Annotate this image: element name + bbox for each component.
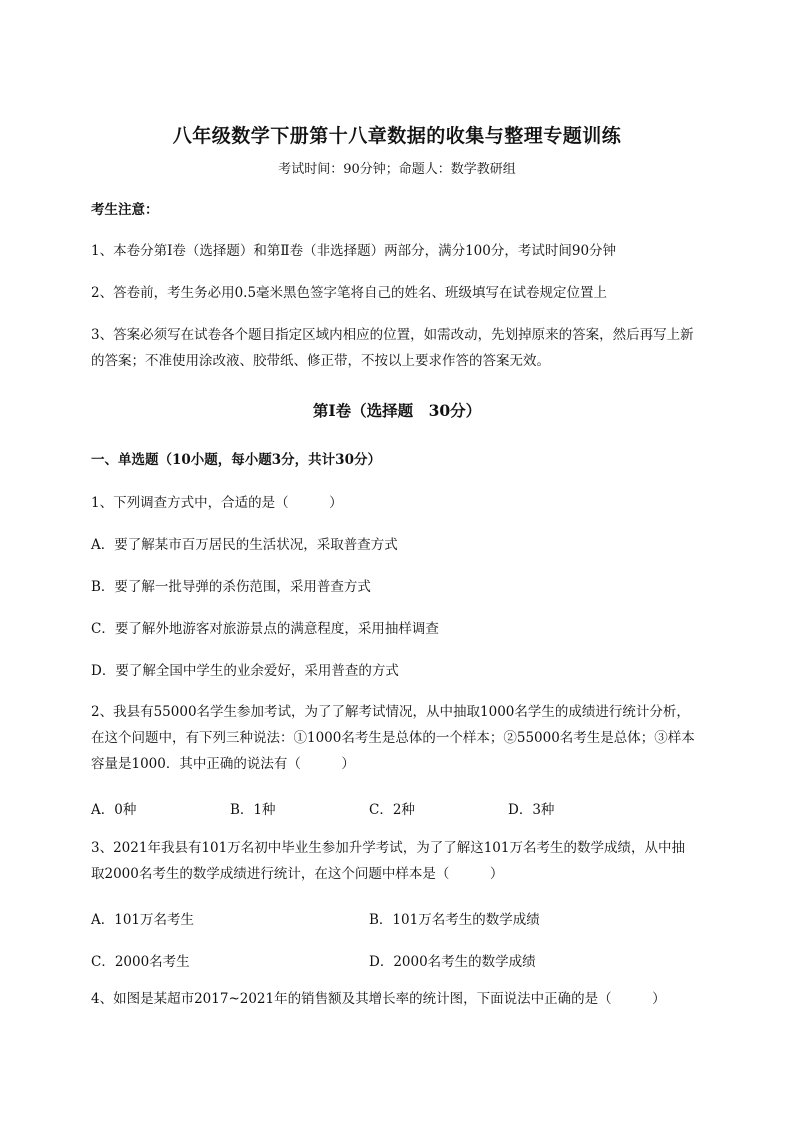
notice-item-3: 3、答案必须写在试卷各个题目指定区域内相应的位置，如需改动，先划掉原来的答案，然后再写上新 xyxy=(91,327,694,343)
question-2-option-b: B．1种 xyxy=(230,802,276,818)
question-2-stem-line-2: 在这个问题中，有下列三种说法：①1000名考生是总体的一个样本；②55000名考生是总体；③样本 xyxy=(91,730,695,746)
notice-item-1: 1、本卷分第Ⅰ卷（选择题）和第Ⅱ卷（非选择题）两部分，满分100分，考试时间90分钟 xyxy=(91,243,617,259)
exam-info: 考试时间：90分钟；命题人：数学教研组 xyxy=(278,162,516,177)
question-1-option-c: C．要了解外地游客对旅游景点的满意程度，采用抽样调查 xyxy=(91,621,439,637)
question-3-option-a: A．101万名考生 xyxy=(91,912,195,928)
part-heading: 一、单选题（10小题，每小题3分，共计30分） xyxy=(91,452,381,468)
question-2-option-c: C．2种 xyxy=(369,802,415,818)
question-3-option-b: B．101万名考生的数学成绩 xyxy=(369,912,540,928)
question-2-stem-line-3: 容量是1000．其中正确的说法有（ ） xyxy=(91,756,355,772)
question-2-option-a: A．0种 xyxy=(91,802,137,818)
page-title: 八年级数学下册第十八章数据的收集与整理专题训练 xyxy=(172,125,622,147)
question-3-option-c: C．2000名考生 xyxy=(91,954,190,970)
question-2-option-d: D．3种 xyxy=(508,802,555,818)
question-4-stem: 4、如图是某超市2017~2021年的销售额及其增长率的统计图，下面说法中正确的是（ ） xyxy=(91,991,666,1007)
question-1-option-a: A．要了解某市百万居民的生活状况，采取普查方式 xyxy=(91,537,398,553)
notice-heading: 考生注意： xyxy=(91,202,159,218)
notice-item-2: 2、答卷前，考生务必用0.5毫米黑色签字笔将自己的姓名、班级填写在试卷规定位置上 xyxy=(91,285,608,301)
question-3-stem-line-1: 3、2021年我县有101万名初中毕业生参加升学考试，为了了解这101万名考生的数学成绩，从中抽 xyxy=(91,840,685,856)
question-3-option-d: D．2000名考生的数学成绩 xyxy=(369,954,536,970)
section-title: 第Ⅰ卷（选择题 30分） xyxy=(312,401,482,420)
question-1-option-b: B．要了解一批导弹的杀伤范围，采用普查方式 xyxy=(91,579,371,595)
question-2-stem-line-1: 2、我县有55000名学生参加考试，为了了解考试情况，从中抽取1000名学生的成绩进行统计分析， xyxy=(91,704,690,720)
question-3-stem-line-2: 取2000名考生的数学成绩进行统计，在这个问题中样本是（ ） xyxy=(91,866,504,882)
question-1-option-d: D．要了解全国中学生的业余爱好，采用普查的方式 xyxy=(91,663,399,679)
question-1-stem: 1、下列调查方式中，合适的是（ ） xyxy=(91,495,343,511)
notice-item-3-cont: 的答案；不准使用涂改液、胶带纸、修正带，不按以上要求作答的答案无效。 xyxy=(91,353,550,369)
